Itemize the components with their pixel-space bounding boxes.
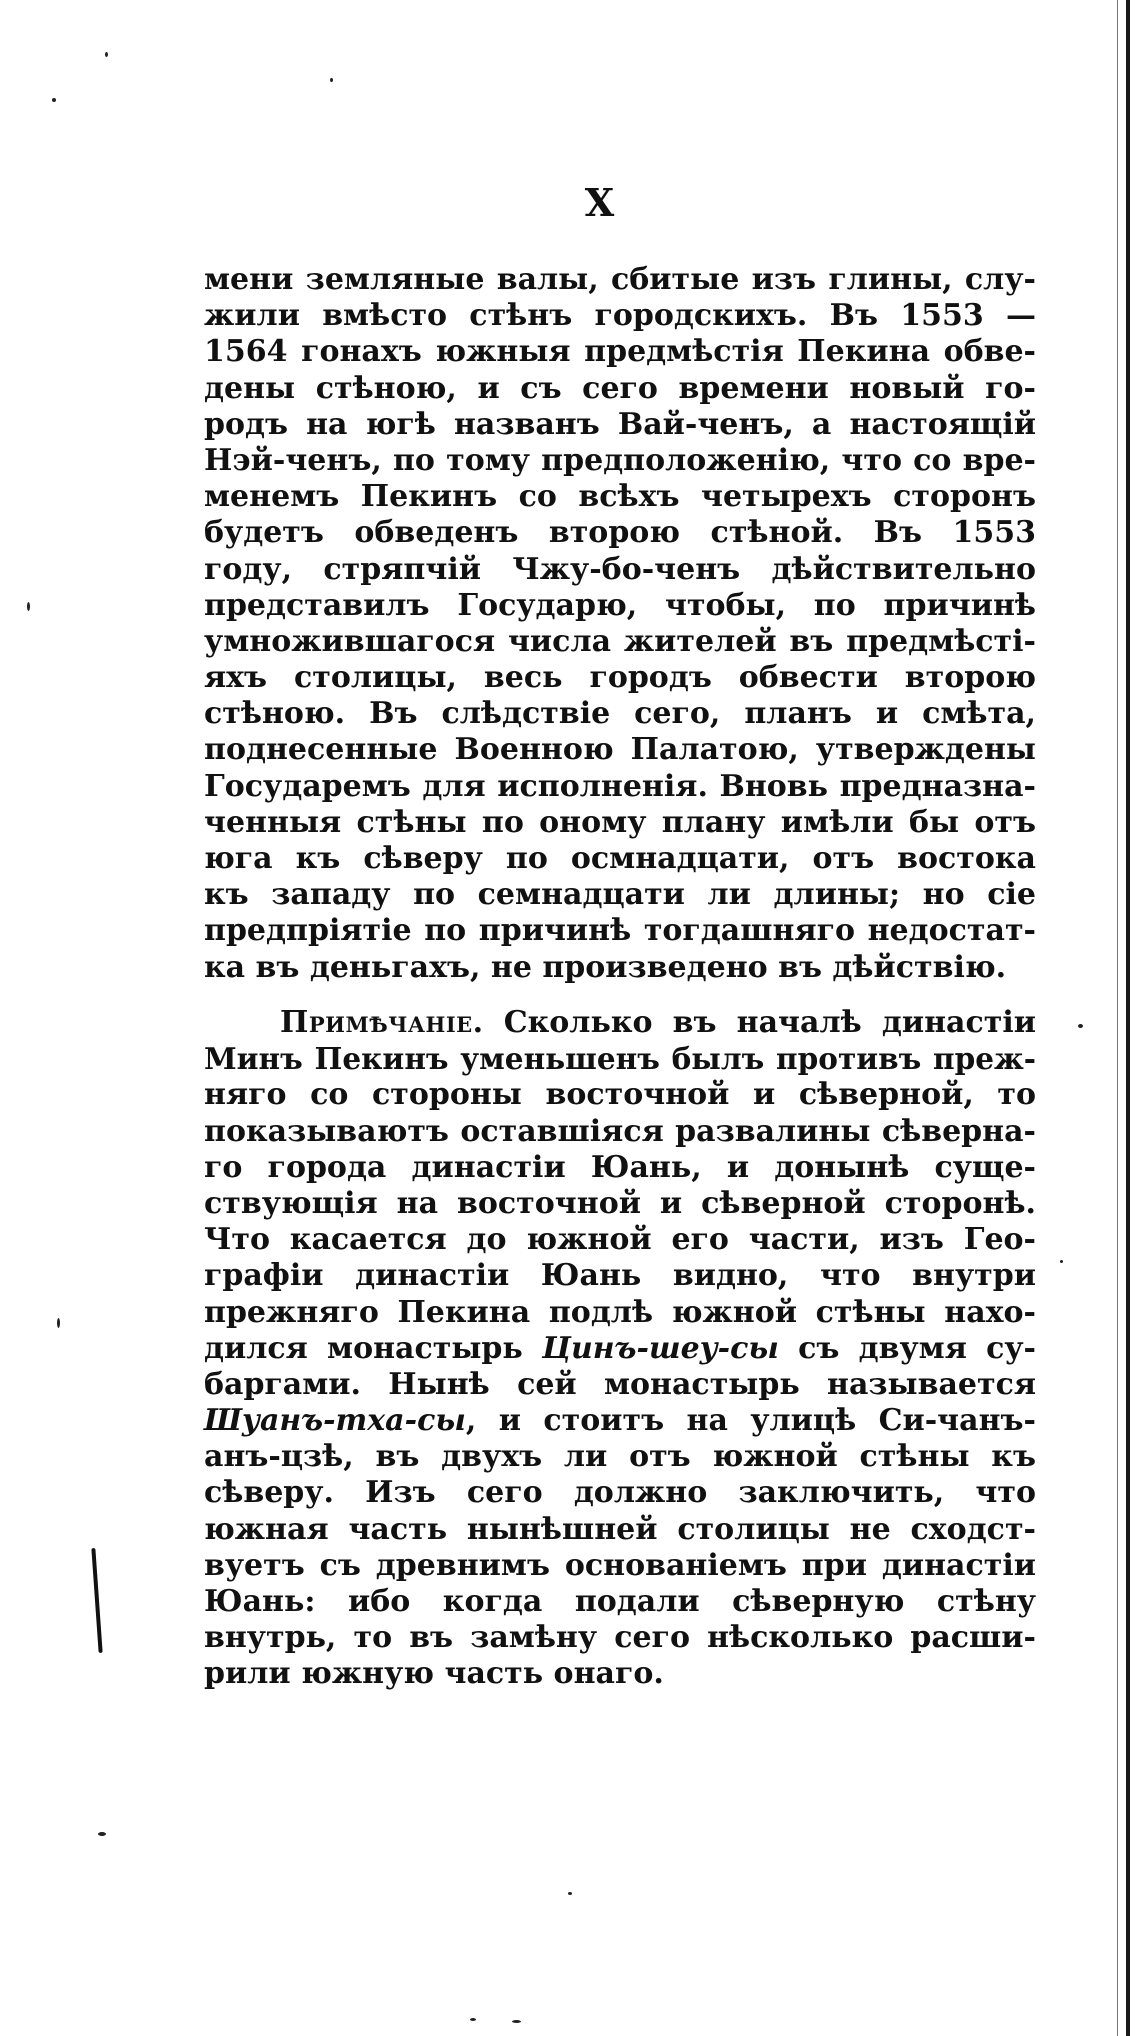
text-line: графіи династіи Юань видно, что внутри [204, 1258, 1036, 1294]
note-text: дился монастырь [204, 1330, 542, 1366]
main-paragraph [204, 262, 1036, 986]
text-line: анъ-цзѣ, въ двухъ ли отъ южной стѣны къ [204, 1439, 1036, 1475]
scan-speck [568, 1892, 572, 1895]
monastery-name: Шуанъ-тха-сы [204, 1403, 466, 1439]
text-line: жили вмѣсто стѣнъ городскихъ. Въ 1553 — [204, 298, 1036, 334]
text-line: рили южную часть онаго. [204, 1656, 664, 1692]
scan-speck [1078, 1024, 1083, 1028]
text-line: Нэй-ченъ, по тому предположенію, что со вре- [204, 442, 1036, 478]
text-line: ка въ деньгахъ, не произведено въ дѣйствію. [204, 949, 1007, 985]
text-line: показываютъ оставшіяся развалины сѣверна- [204, 1113, 1036, 1149]
text-line: Минъ Пекинъ уменьшенъ былъ противъ преж- [204, 1041, 1036, 1077]
scan-speck [105, 52, 108, 57]
text-line: дены стѣною, и съ сего времени новый го- [204, 370, 1036, 406]
text-line: прежняго Пекина подлѣ южной стѣны нахо- [204, 1294, 1036, 1330]
binding-edge [1126, 0, 1130, 2036]
text-line: южная часть нынѣшней столицы не сходст- [204, 1511, 1036, 1547]
scan-speck [1060, 1260, 1063, 1263]
note-text: , и стоитъ на улицѣ Си-чанъ- [465, 1403, 1036, 1439]
note-first-line [204, 1005, 1036, 1041]
note-label: Примѣчаніе. [280, 1005, 484, 1040]
scan-speck [98, 1832, 106, 1836]
text-line: будетъ обведенъ второю стѣной. Въ 1553 [204, 515, 1036, 551]
text-line: стѣною. Въ слѣдствіе сего, планъ и смѣта, [204, 696, 1036, 732]
binding-edge-line [1117, 0, 1118, 2036]
scan-speck [57, 1318, 60, 1328]
text-line: яхъ столицы, весь городъ обвести второю [204, 660, 1036, 696]
text-line: представилъ Государю, чтобы, по причинѣ [204, 587, 1036, 623]
text-line: поднесенные Военною Палатою, утверждены [204, 732, 1036, 768]
text-line: Что касается до южной его части, изъ Гео- [204, 1222, 1036, 1258]
text-line: къ западу по семнадцати ли длины; но сіе [204, 877, 1036, 913]
note-paragraph [204, 1005, 1036, 1693]
scan-speck [512, 2020, 521, 2023]
text-line: сѣверу. Изъ сего должно заключить, что [204, 1475, 1036, 1511]
text-line: ствующія на восточной и сѣверной сторонѣ. [204, 1185, 1036, 1221]
text-line: родъ на югѣ названъ Вай-ченъ, а настоящій [204, 406, 1036, 442]
scan-mark [91, 1548, 102, 1653]
text-line: юга къ сѣверу по осмнадцати, отъ востока [204, 841, 1036, 876]
text-line: Государемъ для исполненія. Вновь предназна- [204, 768, 1036, 804]
text-line: 1564 гонахъ южныя предмѣстія Пекина обве- [204, 334, 1036, 370]
scan-speck [330, 78, 333, 82]
scan-speck [470, 2018, 476, 2021]
text-line: го города династіи Юань, и донынѣ суще- [204, 1149, 1036, 1185]
text-line: баргами. Нынѣ сей монастырь называется [204, 1366, 1036, 1402]
scan-speck [52, 98, 56, 102]
text-line: ченныя стѣны по оному плану имѣли бы отъ [204, 804, 1036, 840]
text-line: вуетъ съ древнимъ основаніемъ при династіи [204, 1547, 1036, 1583]
note-text: съ двумя су- [778, 1330, 1036, 1366]
page-number: X [584, 180, 616, 225]
text-line: Юань: ибо когда подали сѣверную стѣну [204, 1584, 1036, 1619]
note-text: Сколько въ началѣ династіи [483, 1005, 1036, 1040]
text-line-with-name [204, 1403, 1036, 1439]
text-line-with-name [204, 1331, 1036, 1367]
monastery-name: Цинъ-шеу-сы [541, 1330, 779, 1366]
text-line: менемъ Пекинъ со всѣхъ четырехъ сторонъ [204, 479, 1036, 515]
text-line: году, стряпчій Чжу-бо-ченъ дѣйствительно [204, 551, 1036, 587]
text-line: предпріятіе по причинѣ тогдашняго недостат- [204, 913, 1036, 949]
text-line: няго со стороны восточной и сѣверной, то [204, 1077, 1036, 1113]
text-line: умножившагося числа жителей въ предмѣсті- [204, 623, 1036, 659]
scan-speck [27, 602, 30, 611]
text-line: внутрь, то въ замѣну сего нѣсколько расши- [204, 1620, 1036, 1656]
text-line: мени земляные валы, сбитые изъ глины, слу- [204, 262, 1036, 297]
